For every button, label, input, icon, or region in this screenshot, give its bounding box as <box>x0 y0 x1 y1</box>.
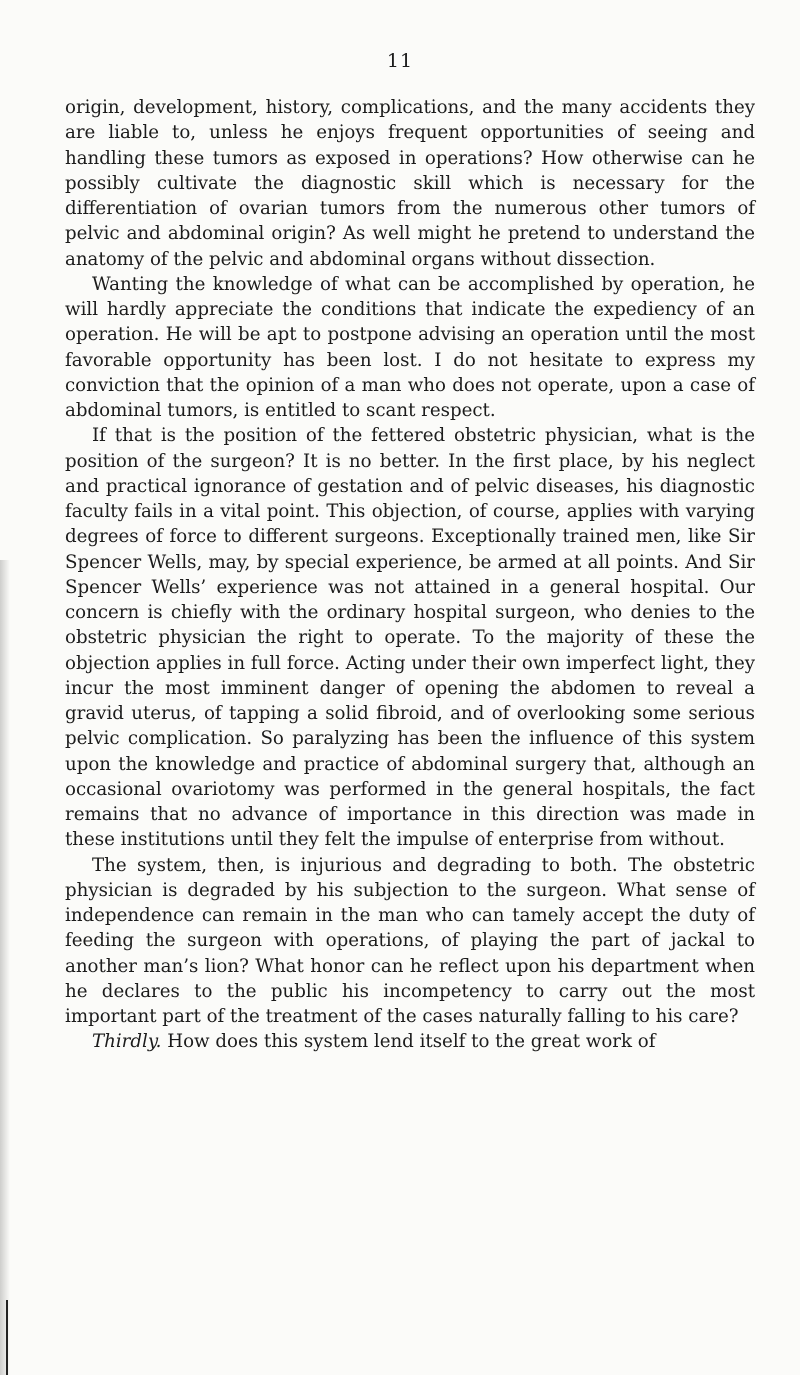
paragraph-5-lead: Thirdly. <box>92 1031 162 1053</box>
page-edge-shadow <box>0 560 10 1375</box>
paragraph-4: The system, then, is injurious and degrading to both. The obstetric physician is degraded by his subjection to the surgeon. What sense of independence can remain in the man who can tamely accept the duty of feeding the surgeon with operations, of playing the part of jackal to another man’s lion? What honor can he reflect upon his department when he declares to the public his incompetency to carry out the most important part of the treatment of the cases naturally falling to his care? <box>65 854 755 1027</box>
page-number: 11 <box>386 50 414 72</box>
paragraph-1: origin, development, history, complications, and the many accidents they are liable to, unless he enjoys frequent opportunities of seeing and handling these tumors as exposed in operations? How otherwise can he possibly cultivate the diagnostic skill which is necessary for the differentiation of ovarian tumors from the numerous other tumors of pelvic and abdominal origin? As well might he pretend to understand the anatomy of the pelvic and abdominal organs without dissection. <box>65 97 755 270</box>
body-text <box>65 95 755 1055</box>
paragraph-3: If that is the position of the fettered obstetric physician, what is the position of the surgeon? It is no better. In the first place, by his neglect and practical ignorance of gestation and of pelvic diseases, his diagnostic faculty fails in a vital point. This objection, of course, applies with varying degrees of force to different surgeons. Exceptionally trained men, like Sir Spencer Wells, may, by special experience, be armed at all points. And Sir Spencer Wells’ experience was not attained in a general hospital. Our concern is chiefly with the ordinary hospital surgeon, who denies to the obstetric physician the right to operate. To the majority of these the objection applies in full force. Acting under their own imperfect light, they incur the most imminent danger of opening the abdomen to reveal a gravid uterus, of tapping a solid fibroid, and of overlooking some serious pelvic complication. So paralyzing has been the influence of this system upon the knowledge and practice of abdominal surgery that, although an occasional ovariotomy was performed in the general hospitals, the fact remains that no advance of importance in this direction was made in these institutions until they felt the impulse of enterprise from without. <box>65 425 755 851</box>
page-edge-line <box>6 1300 8 1375</box>
paragraph-5 <box>65 1029 755 1054</box>
paragraph-5-text: How does this system lend itself to the great work of <box>161 1031 656 1053</box>
paragraph-2: Wanting the knowledge of what can be accomplished by operation, he will hardly appreciate the conditions that indicate the expediency of an operation. He will be apt to postpone advising an operation until the most favorable opportunity has been lost. I do not hesitate to express my conviction that the opinion of a man who does not operate, upon a case of abdominal tumors, is entitled to scant respect. <box>65 273 755 421</box>
